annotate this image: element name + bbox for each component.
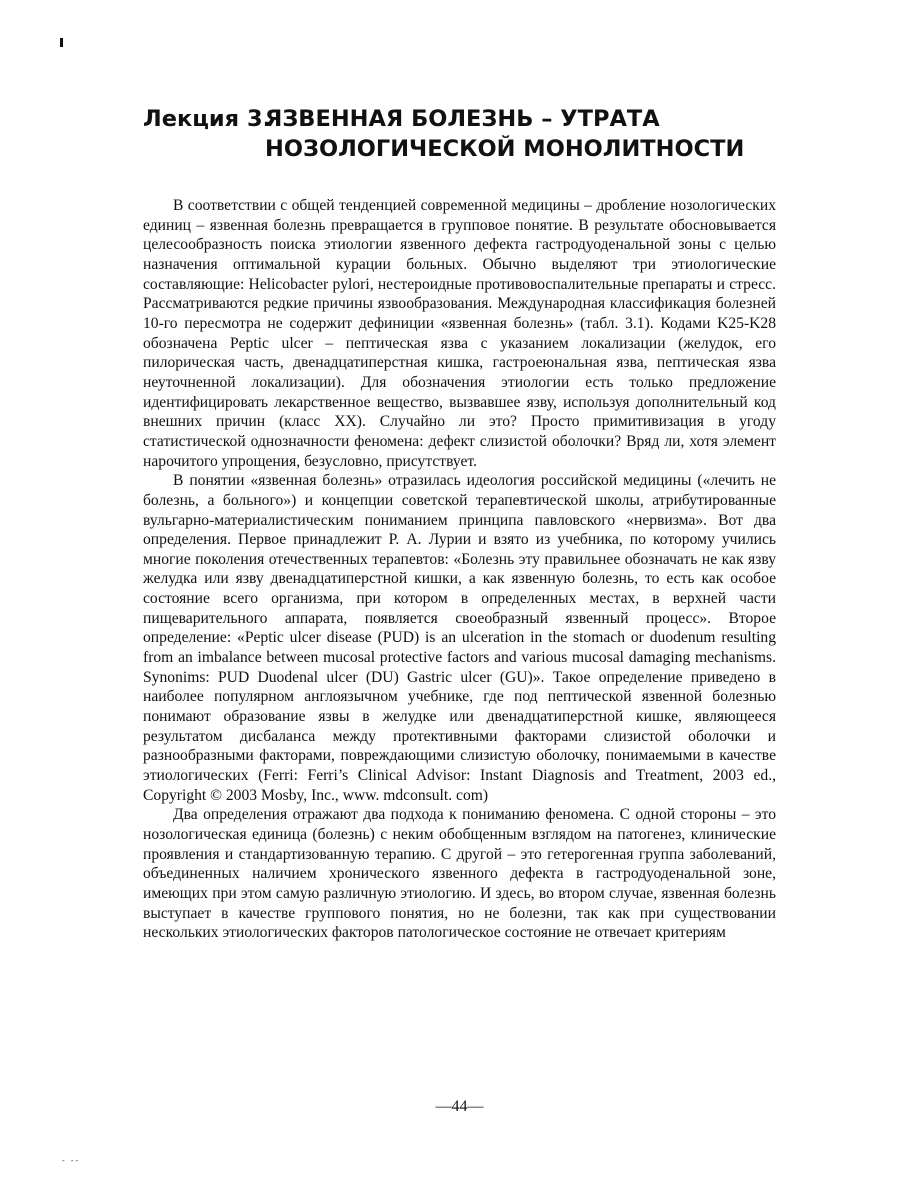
body-text <box>143 196 776 943</box>
lecture-title <box>265 104 783 164</box>
lecture-heading <box>143 104 783 164</box>
paragraph-3: Два определения отражают два подхода к пониманию феномена. С одной стороны – это нозологическая единица (болезнь) с неким обобщенным взглядом на патогенез, клинические проявления и стандартизованную терапию. С другой – это гетерогенная группа заболеваний, объединенных наличием хронического язвенного дефекта в гастродуоденальной зоне, имеющих при этом самую различную этиологию. И здесь, во втором случае, язвенная болезнь выступает в качестве группового понятия, но не болезни, так как при существовании нескольких этиологических факторов патологическое состояние не отвечает критериям <box>143 806 776 942</box>
paragraph-2: В понятии «язвенная болезнь» отразилась идеология российской медицины («лечить не болезнь, а больного») и концепции советской терапевтической школы, атрибутированные вульгарно-материалистическим пониманием принципа павловского «нервизма». Вот два определения. Первое принадлежит Р. А. Лурии и взято из учебника, по которому учились многие поколения отечественных терапевтов: «Болезнь эту правильнее обозначать не как язву желудка или язву двенадцатиперстной кишки, а как язвенную болезнь, то есть как особое состояние всего организма, при котором в определенных местах, в верхней части пищеварительного аппарата, появляется своеобразный язвенный процесс». Второе определение: «Peptic ulcer disease (PUD) is an ulceration in the stomach or duodenum resulting from an imbalance between mucosal protective factors and various mucosal damaging mechanisms. Synonims: PUD Duodenal ulcer (DU) Gastric ulcer (GU)». Такое определение приведено в наиболее популярном англоязычном учебнике, где под пептической язвенной болезнью понимают образование язвы в желудке или двенадцатиперстной кишке, являющееся результатом дисбаланса между протективными факторами слизистой оболочки и разнообразными факторами, повреждающими слизистую оболочку, понимаемыми в качестве этиологических (Ferri: Ferri’s Clinical Advisor: Instant Diagnosis and Treatment, 2003 ed., Copyright © 2003 Mosby, Inc., www. mdconsult. com) <box>143 472 776 804</box>
lecture-number: Лекция 3. <box>143 106 272 132</box>
lecture-title-line-2: НОЗОЛОГИЧЕСКОЙ МОНОЛИТНОСТИ <box>265 136 745 162</box>
scan-mark-bottom: - -- <box>62 1156 81 1165</box>
scan-mark <box>60 38 63 47</box>
page-number: —44— <box>435 1098 484 1115</box>
paragraph-1: В соответствии с общей тенденцией современной медицины – дробление нозологических единиц – язвенная болезнь превращается в групповое понятие. В результате обосновывается целесообразность поиска этиологии язвенного дефекта гастродуоденальной зоны с целью назначения оптимальной курации больных. Обычно выделяют три этиологические составляющие: Helicobacter pylori, нестероидные противовоспалительные препараты и стресс. Рассматриваются редкие причины язвообразования. Международная классификация болезней 10-го пересмотра не содержит дефиниции «язвенная болезнь» (табл. 3.1). Кодами K25-K28 обозначена Peptic ulcer – пептическая язва с указанием локализации (желудок, его пилорическая часть, двенадцатиперстная кишка, гастроеюнальная язва, пептическая язва неуточненной локализации). Для обозначения этиологии есть только предложение идентифицировать лекарственное вещество, вызвавшее язву, используя дополнительный код внешних причин (класс XX). Случайно ли это? Просто примитивизация в угоду статистической однозначности феномена: дефект слизистой оболочки? Вряд ли, хотя элемент нарочитого упрощения, безусловно, присутствует. <box>143 197 776 470</box>
lecture-title-line-1: ЯЗВЕННАЯ БОЛЕЗНЬ – УТРАТА <box>265 106 660 132</box>
